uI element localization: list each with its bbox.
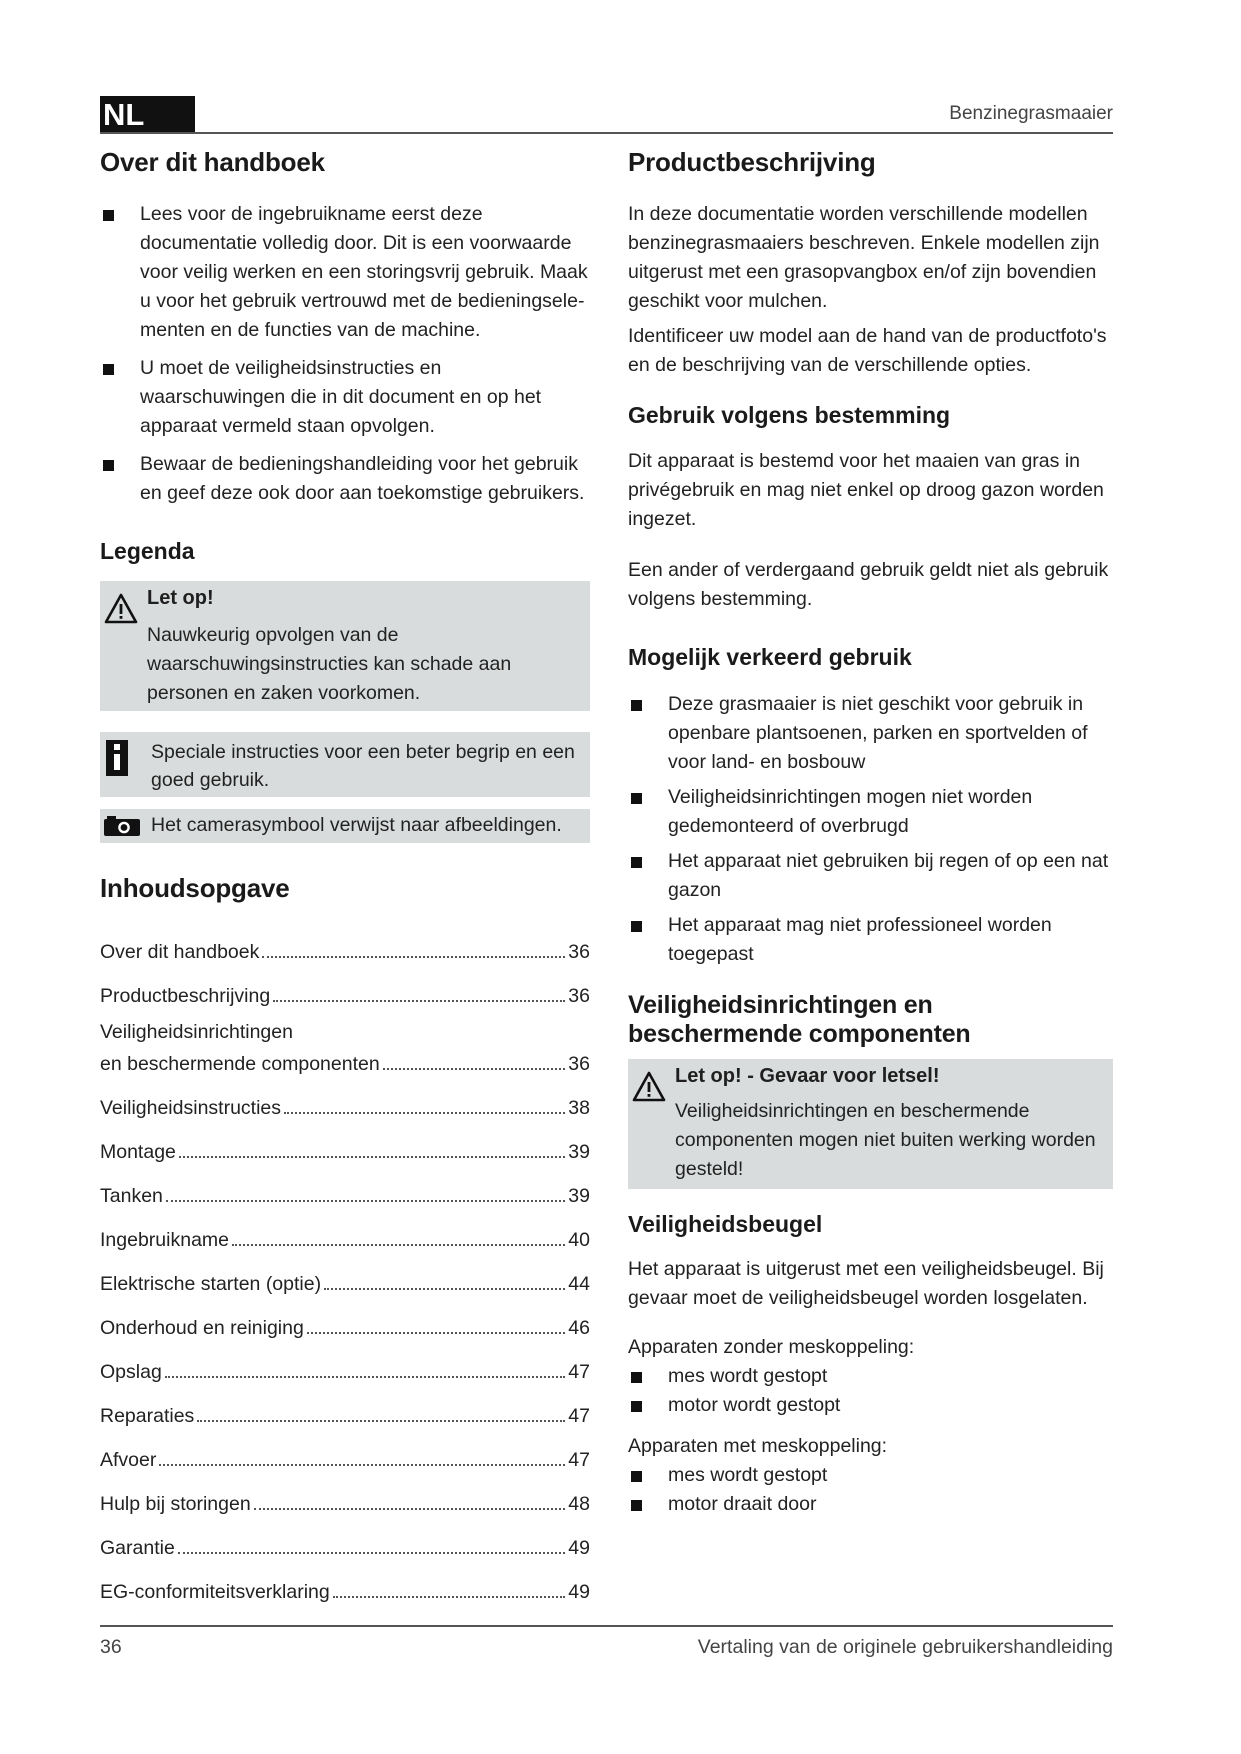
left-column [100,148,590,1604]
toc-entry[interactable] [100,1047,590,1076]
toc-entry-label-line1: Veiligheidsinrichtingen [100,1021,293,1044]
toc-entry-label: Montage [100,1141,176,1164]
toc-entry-page: 46 [568,1317,590,1340]
toc-entry-label: Hulp bij storingen [100,1493,251,1516]
toc-entry[interactable] [100,1472,590,1516]
legend-info-text: Speciale instructies voor een beter begrip en een goed gebruik. [151,741,575,792]
toc-entry-label: Onderhoud en reiniging [100,1317,304,1340]
toc-entry-page: 47 [568,1405,590,1428]
toc-entry-page: 38 [568,1097,590,1120]
legend-heading: Legenda [100,537,195,564]
toc-entry-label: Reparaties [100,1405,195,1428]
toc-entry-label: Afvoer [100,1449,157,1472]
list-item: Deze grasmaaier is niet geschikt voor gebruik in openbare plantsoenen, parken en sportvelden of voor land- en bosbouw [628,690,1113,777]
toc-entry[interactable] [100,1384,590,1428]
intended-use-heading: Gebruik volgens bestemming [628,401,951,428]
legend-camera-box [100,809,590,843]
toc-entry-page: 49 [568,1581,590,1604]
with-clutch-list [628,1461,1113,1519]
right-column [628,148,1113,1519]
toc-entry[interactable] [100,920,590,964]
footer-rule [100,1625,1113,1627]
list-item: motor wordt gestopt [628,1391,1113,1420]
toc-entry-label: Garantie [100,1537,175,1560]
safety-warning-box [628,1059,1113,1189]
product-heading: Productbeschrijving [628,147,876,177]
intended-use-paragraph: Een ander of verdergaand gebruik geldt niet als gebruik volgens bestemming. [628,559,1109,611]
info-icon [106,740,128,776]
toc-entry-page: 36 [568,1053,590,1076]
without-clutch-list [628,1362,1113,1420]
toc-entry-label: Veiligheidsinstructies [100,1097,282,1120]
toc-entry-page: 48 [568,1493,590,1516]
with-clutch-label: Apparaten met meskoppeling: [628,1434,888,1457]
list-item: mes wordt gestopt [628,1461,1113,1490]
toc-entry[interactable] [100,1296,590,1340]
toc-entry[interactable] [100,1252,590,1296]
bracket-paragraph: Het apparaat is uitgerust met een veiligheidsbeugel. Bij gevaar moet de veiligheidsbeugel worden losgelaten. [628,1257,1104,1309]
toc-entry-page: 36 [568,985,590,1008]
safety-warning-text: Veiligheidsinrichtingen en beschermende componenten mogen niet buiten werking worden gesteld! [675,1100,1096,1181]
list-item: motor draait door [628,1490,1113,1519]
toc-entry-page: 47 [568,1449,590,1472]
safety-heading: Veiligheidsinrichtingen en beschermende componenten [628,991,971,1049]
list-item: Het apparaat niet gebruiken bij regen of op een nat gazon [628,847,1113,905]
warning-triangle-icon [632,1071,666,1103]
list-item: Bewaar de bedieningshandleiding voor het gebruik en geef deze ook door aan toekomstige gebruikers. [100,450,590,508]
toc-entry-page: 39 [568,1185,590,1208]
list-item: Veiligheidsinrichtingen mogen niet worden gedemonteerd of overbrugd [628,783,1113,841]
bracket-heading: Veiligheidsbeugel [628,1211,823,1238]
toc-entry-label: Elektrische starten (optie) [100,1273,322,1296]
safety-warning-title: Let op! - Gevaar voor letsel! [675,1065,940,1088]
toc-entry-label: Tanken [100,1185,163,1208]
toc-entry-label: EG-conformiteitsverklaring [100,1581,330,1604]
toc-entry-page: 44 [568,1273,590,1296]
toc-entry-page: 39 [568,1141,590,1164]
warning-triangle-icon [104,593,138,625]
toc-entry-page: 36 [568,941,590,964]
without-clutch-label: Apparaten zonder meskoppeling: [628,1335,915,1358]
legend-warning-title: Let op! [147,587,214,610]
toc-entry[interactable] [100,1560,590,1604]
toc-list [100,920,590,1604]
toc-entry-page: 47 [568,1361,590,1384]
toc-entry-page: 49 [568,1537,590,1560]
footer-note: Vertaling van de originele gebruikershandleiding [697,1636,1113,1658]
legend-camera-text: Het camerasymbool verwijst naar afbeeldingen. [151,814,562,837]
product-paragraph: Identificeer uw model aan de hand van de productfoto's en de beschrijving van de verschillende opties. [628,324,1107,376]
toc-entry-page: 40 [568,1229,590,1252]
toc-entry-label: Over dit handboek [100,941,260,964]
list-item: mes wordt gestopt [628,1362,1113,1391]
toc-entry-label: Opslag [100,1361,162,1384]
language-badge: NL [100,96,195,134]
toc-entry[interactable] [100,964,590,1008]
product-paragraph: In deze documentatie worden verschillende modellen benzinegrasmaaiers beschreven. Enkele modellen zijn uitgerust met een grasopvangbox en/of zijn bovendien geschikt voor mulchen. [628,202,1100,312]
intended-use-paragraph: Dit apparaat is bestemd voor het maaien van gras in privégebruik en mag niet enkel op droog gazon worden ingezet. [628,450,1104,531]
page-number: 36 [100,1636,122,1658]
legend-info-box [100,732,590,797]
toc-entry-label: Ingebruikname [100,1229,229,1252]
about-list [100,200,590,508]
toc-entry[interactable] [100,1120,590,1164]
legend-warning-text: Nauwkeurig opvolgen van de waarschuwingsinstructies kan schade aan personen en zaken voorkomen. [147,624,512,705]
toc-entry[interactable] [100,1340,590,1384]
misuse-list [628,690,1113,969]
toc-entry-label: en beschermende componenten [100,1053,380,1076]
toc-entry[interactable] [100,1164,590,1208]
about-heading: Over dit handboek [100,147,325,177]
list-item: Lees voor de ingebruikname eerst deze documentatie volledig door. Dit is een voorwaarde voor veilig werken en een storingsvrij gebruik. Maak u voor het gebruik vertrouwd met de bedieningselementen en de functies van de machine. [100,200,590,345]
camera-icon [104,816,140,836]
toc-entry[interactable] [100,1428,590,1472]
list-item: Het apparaat mag niet professioneel worden toegepast [628,911,1113,969]
header-title: Benzinegrasmaaier [949,103,1113,124]
misuse-heading: Mogelijk verkeerd gebruik [628,644,912,671]
toc-entry[interactable] [100,1516,590,1560]
legend-warning-box [100,581,590,711]
list-item: U moet de veiligheidsinstructies en waarschuwingen die in dit document en op het apparaat vermeld staan opvolgen. [100,354,590,441]
header-rule [100,132,1113,134]
toc-entry-label: Productbeschrijving [100,985,271,1008]
toc-entry[interactable] [100,1208,590,1252]
toc-heading: Inhoudsopgave [100,873,290,904]
toc-entry[interactable] [100,1076,590,1120]
